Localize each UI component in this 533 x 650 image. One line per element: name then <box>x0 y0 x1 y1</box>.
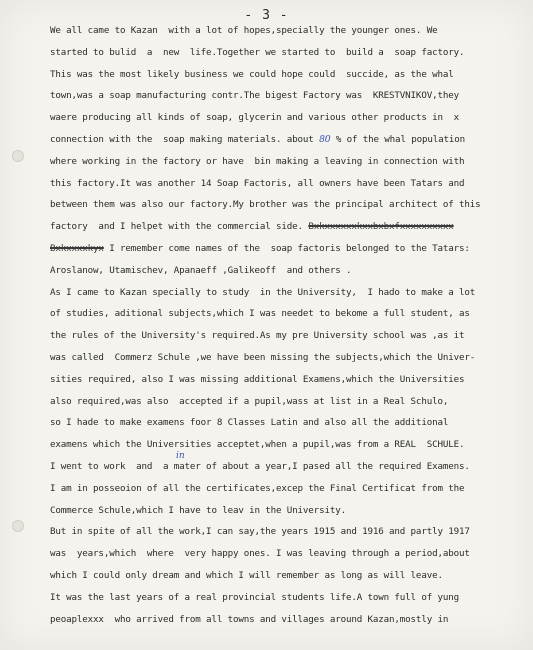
text-segment: It was the last years of a real provincial students life.A town full of yung <box>50 591 459 603</box>
text-segment: so I hade to make examens foor 8 Classes Latin and also all the additional <box>50 417 449 429</box>
text-line <box>50 391 520 413</box>
text-line <box>50 282 520 304</box>
text-segment: this factory.It was another 14 Soap Factoris, all owners have been Tatars and <box>50 177 465 189</box>
text-segment: This was the most likely business we could hope could succide, as the whal <box>50 68 454 80</box>
punch-hole-mark <box>12 520 24 532</box>
text-segment: examens which the Universities acceptet,when a pupil,was from a REAL SCHULE. <box>50 439 465 451</box>
text-line <box>50 609 520 631</box>
text-line <box>50 369 520 391</box>
text-line <box>50 347 520 369</box>
text-segment: connection with the soap making materials. about <box>50 133 320 145</box>
text-segment: town,was a soap manufacturing contr.The bigest Factory was KRESTVNIKOV,they <box>50 90 459 102</box>
punch-hole-mark <box>12 150 24 162</box>
text-segment: peoaplexxx who arrived from all towns and villages around Kazan,mostly in <box>50 613 449 625</box>
struck-out-text: Bxkxxxxxxkxxbxbxfxxxxxxxxxx <box>308 221 454 233</box>
text-line <box>50 129 520 151</box>
text-segment: As I came to Kazan specially to study in the University, I hado to make a lot <box>50 286 476 298</box>
text-segment: was called Commerz Schule ,we have been missing the subjects,which the Univer- <box>50 351 476 363</box>
text-line <box>50 521 520 543</box>
text-line <box>50 434 520 456</box>
text-line <box>50 42 520 64</box>
text-line <box>50 587 520 609</box>
typed-letter-body <box>50 20 520 630</box>
text-segment: where working in the factory or have bin making a leaving in connection with <box>50 155 465 167</box>
struck-out-text: Bxkxxxxkyx <box>50 242 104 254</box>
page-number: - 3 - <box>244 8 289 23</box>
text-line <box>50 238 520 260</box>
text-line <box>50 85 520 107</box>
text-line <box>50 456 520 478</box>
text-segment: between them was also our factory.My brother was the principal architect of this <box>50 199 481 211</box>
text-segment: sities required, also I was missing additional Examens,which the Universities <box>50 373 465 385</box>
text-segment: Aroslanow, Utamischev, Apanaeff ,Galikeoff and others . <box>50 264 352 276</box>
text-line <box>50 543 520 565</box>
text-segment: We all came to Kazan with a lot of hopes,specially the younger ones. We <box>50 25 438 36</box>
text-segment: of studies, aditional subjects,which I was needet to bekome a full student, as <box>50 308 470 320</box>
text-line <box>50 173 520 195</box>
text-line <box>50 412 520 434</box>
text-line <box>50 303 520 325</box>
text-line <box>50 325 520 347</box>
text-segment: which I could only dream and which I will remember as long as will leave. <box>50 569 443 581</box>
text-segment: started to bulid a new life.Together we started to build a soap factory. <box>50 46 465 58</box>
text-segment: I am in posseoion of all the certificates,excep the Final Certificat from the <box>50 482 465 494</box>
text-segment: waere producing all kinds of soap, glycerin and various other products in x <box>50 112 459 124</box>
text-line <box>50 151 520 173</box>
text-line <box>50 107 520 129</box>
text-segment: I went to work and a mater of about a year,I pased all the required Examens. <box>50 460 470 472</box>
text-segment: But in spite of all the work,I can say,the years 1915 and 1916 and partly 1917 <box>50 526 470 538</box>
text-segment: also required,was also accepted if a pupil,wass at list in a Real Schulo, <box>50 395 449 407</box>
text-segment: % of the whal population <box>330 133 466 145</box>
text-line <box>50 500 520 522</box>
text-line <box>50 194 520 216</box>
text-line <box>50 260 520 282</box>
text-line <box>50 565 520 587</box>
text-segment: Commerce Schule,which I have to leav in the University. <box>50 504 346 516</box>
text-line <box>50 64 520 86</box>
text-line <box>50 20 520 42</box>
text-segment: factory and I helpet with the commercial side. <box>50 221 309 233</box>
handwritten-insertion: in <box>176 451 185 461</box>
text-line <box>50 216 520 238</box>
handwritten-correction: 80 <box>319 133 331 145</box>
text-segment: was years,which where very happy ones. I was leaving through a period,about <box>50 548 470 560</box>
text-segment: the rules of the University's required.As my pre University school was ,as it <box>50 330 465 342</box>
text-segment: I remember come names of the soap factoris belonged to the Tatars: <box>103 242 470 254</box>
text-line <box>50 478 520 500</box>
